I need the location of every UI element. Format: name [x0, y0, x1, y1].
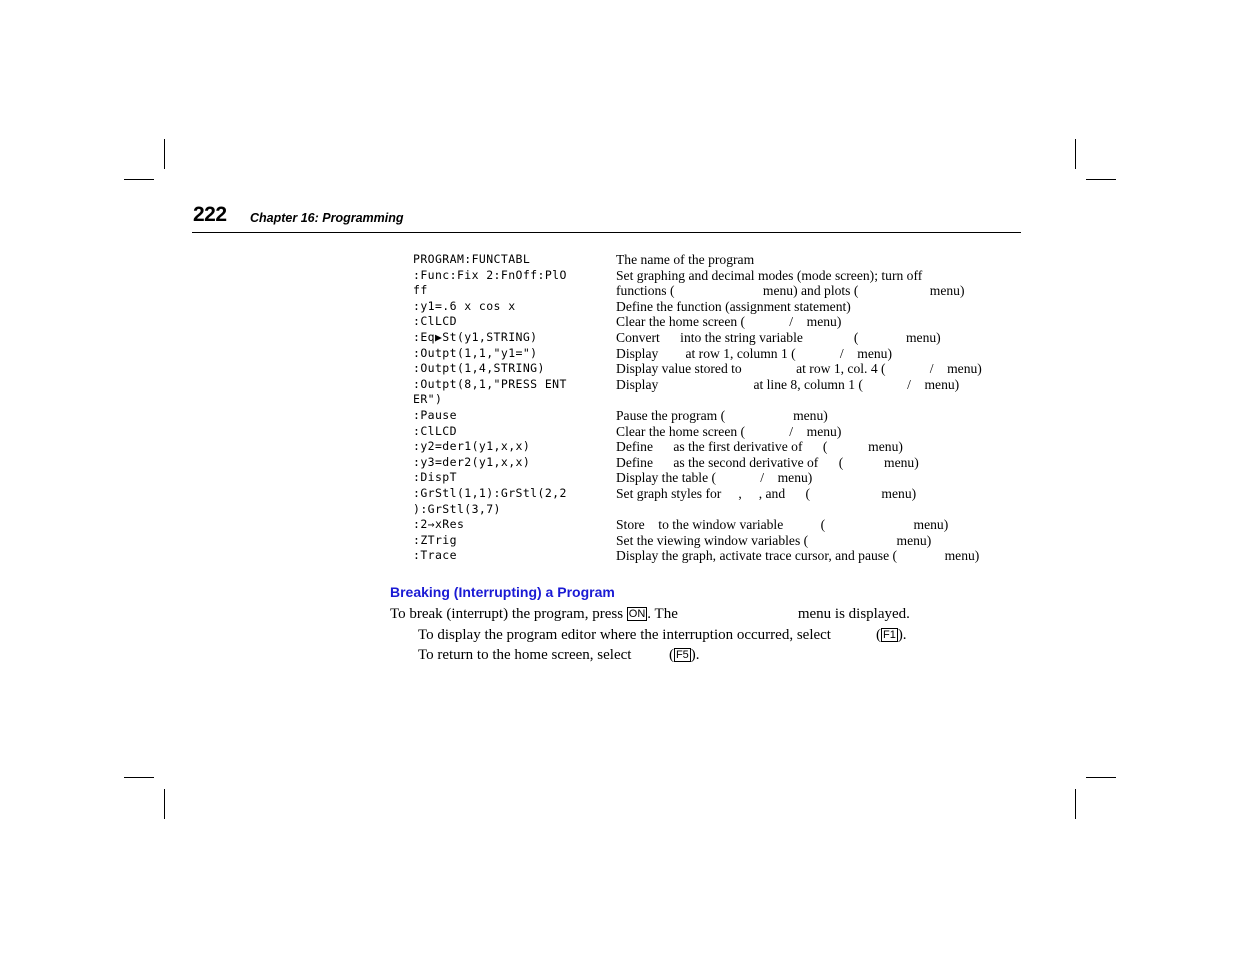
page-number: 222	[193, 203, 227, 226]
code-line: :y1=.6 x cos x	[413, 298, 516, 313]
text: . The menu is displayed.	[647, 606, 910, 622]
code-line: :y3=der2(y1,x,x)	[413, 454, 531, 469]
description-line: Display the table ( / menu)	[616, 470, 813, 486]
crop-mark	[1075, 139, 1076, 169]
description-line: Display value stored to at row 1, col. 4 ( / menu)	[616, 361, 982, 377]
text: To break (interrupt) the program, press	[390, 606, 627, 622]
on-key-icon: ON	[628, 608, 646, 620]
description-line: Display at line 8, column 1 ( / menu)	[616, 376, 960, 392]
code-line: :Outpt(1,1,"y1=")	[413, 345, 538, 360]
text: ).	[897, 627, 907, 643]
code-line: :Outpt(1,4,STRING)	[413, 361, 545, 376]
code-line: :GrStl(1,1):GrStl(2,2	[413, 485, 567, 500]
code-line: :ZTrig	[413, 532, 457, 547]
crop-mark	[124, 777, 154, 778]
description-line: Pause the program ( menu)	[616, 407, 828, 423]
description-line: Define as the second derivative of ( menu)	[616, 454, 919, 470]
code-line: :Outpt(8,1,"PRESS ENT	[413, 376, 567, 391]
crop-mark	[1086, 179, 1116, 180]
description-line: functions ( menu) and plots ( menu)	[616, 283, 965, 299]
description-line: Display at row 1, column 1 ( / menu)	[616, 345, 892, 361]
f5-key-icon: F5	[675, 649, 689, 661]
crop-mark	[164, 789, 165, 819]
crop-mark	[1086, 777, 1116, 778]
description-line	[616, 502, 1026, 518]
text: ).	[690, 647, 700, 663]
code-line: ):GrStl(3,7)	[413, 501, 501, 516]
bullet-quit	[418, 647, 700, 664]
section-heading: Breaking (Interrupting) a Program	[390, 584, 615, 600]
code-line: :ClLCD	[413, 423, 457, 438]
code-line: PROGRAM:FUNCTABL	[413, 252, 531, 266]
code-line: :DispT	[413, 470, 457, 485]
program-code	[413, 252, 603, 564]
description-line: The name of the program	[616, 252, 755, 267]
header-rule	[192, 232, 1021, 233]
description-line: Display the graph, activate trace cursor, and pause ( menu)	[616, 548, 980, 564]
text: To return to the home screen, select (	[418, 647, 674, 663]
code-line: :Trace	[413, 548, 457, 563]
description-line: Set the viewing window variables ( menu)	[616, 532, 932, 548]
description-line: Convert into the string variable ( menu)	[616, 329, 941, 345]
code-line: ER")	[413, 392, 443, 407]
description-line: Set graph styles for , , and ( menu)	[616, 485, 917, 501]
break-instructions	[390, 606, 910, 623]
code-line: :Eq▶St(y1,STRING)	[413, 329, 538, 344]
description-line: Define as the first derivative of ( menu)	[616, 439, 903, 455]
description-line: Store to the window variable ( menu)	[616, 517, 949, 533]
f1-key-icon: F1	[882, 629, 896, 641]
program-descriptions	[616, 252, 1026, 564]
code-line: :2→xRes	[413, 517, 465, 532]
description-line: Define the function (assignment statement)	[616, 298, 851, 314]
description-line	[616, 392, 1026, 408]
crop-mark	[1075, 789, 1076, 819]
code-line: :Func:Fix 2:FnOff:PlO	[413, 267, 567, 282]
code-line: ff	[413, 283, 428, 298]
description-line: Clear the home screen ( / menu)	[616, 314, 842, 330]
code-line: :Pause	[413, 407, 457, 422]
chapter-title: Chapter 16: Programming	[250, 211, 404, 225]
description-line: Set graphing and decimal modes (mode screen); turn off	[616, 267, 923, 283]
code-line: :y2=der1(y1,x,x)	[413, 439, 531, 454]
code-line: :ClLCD	[413, 314, 457, 329]
description-line: Clear the home screen ( / menu)	[616, 423, 842, 439]
bullet-goto	[418, 627, 907, 644]
crop-mark	[124, 179, 154, 180]
text: To display the program editor where the interruption occurred, select (	[418, 627, 881, 643]
crop-mark	[164, 139, 165, 169]
